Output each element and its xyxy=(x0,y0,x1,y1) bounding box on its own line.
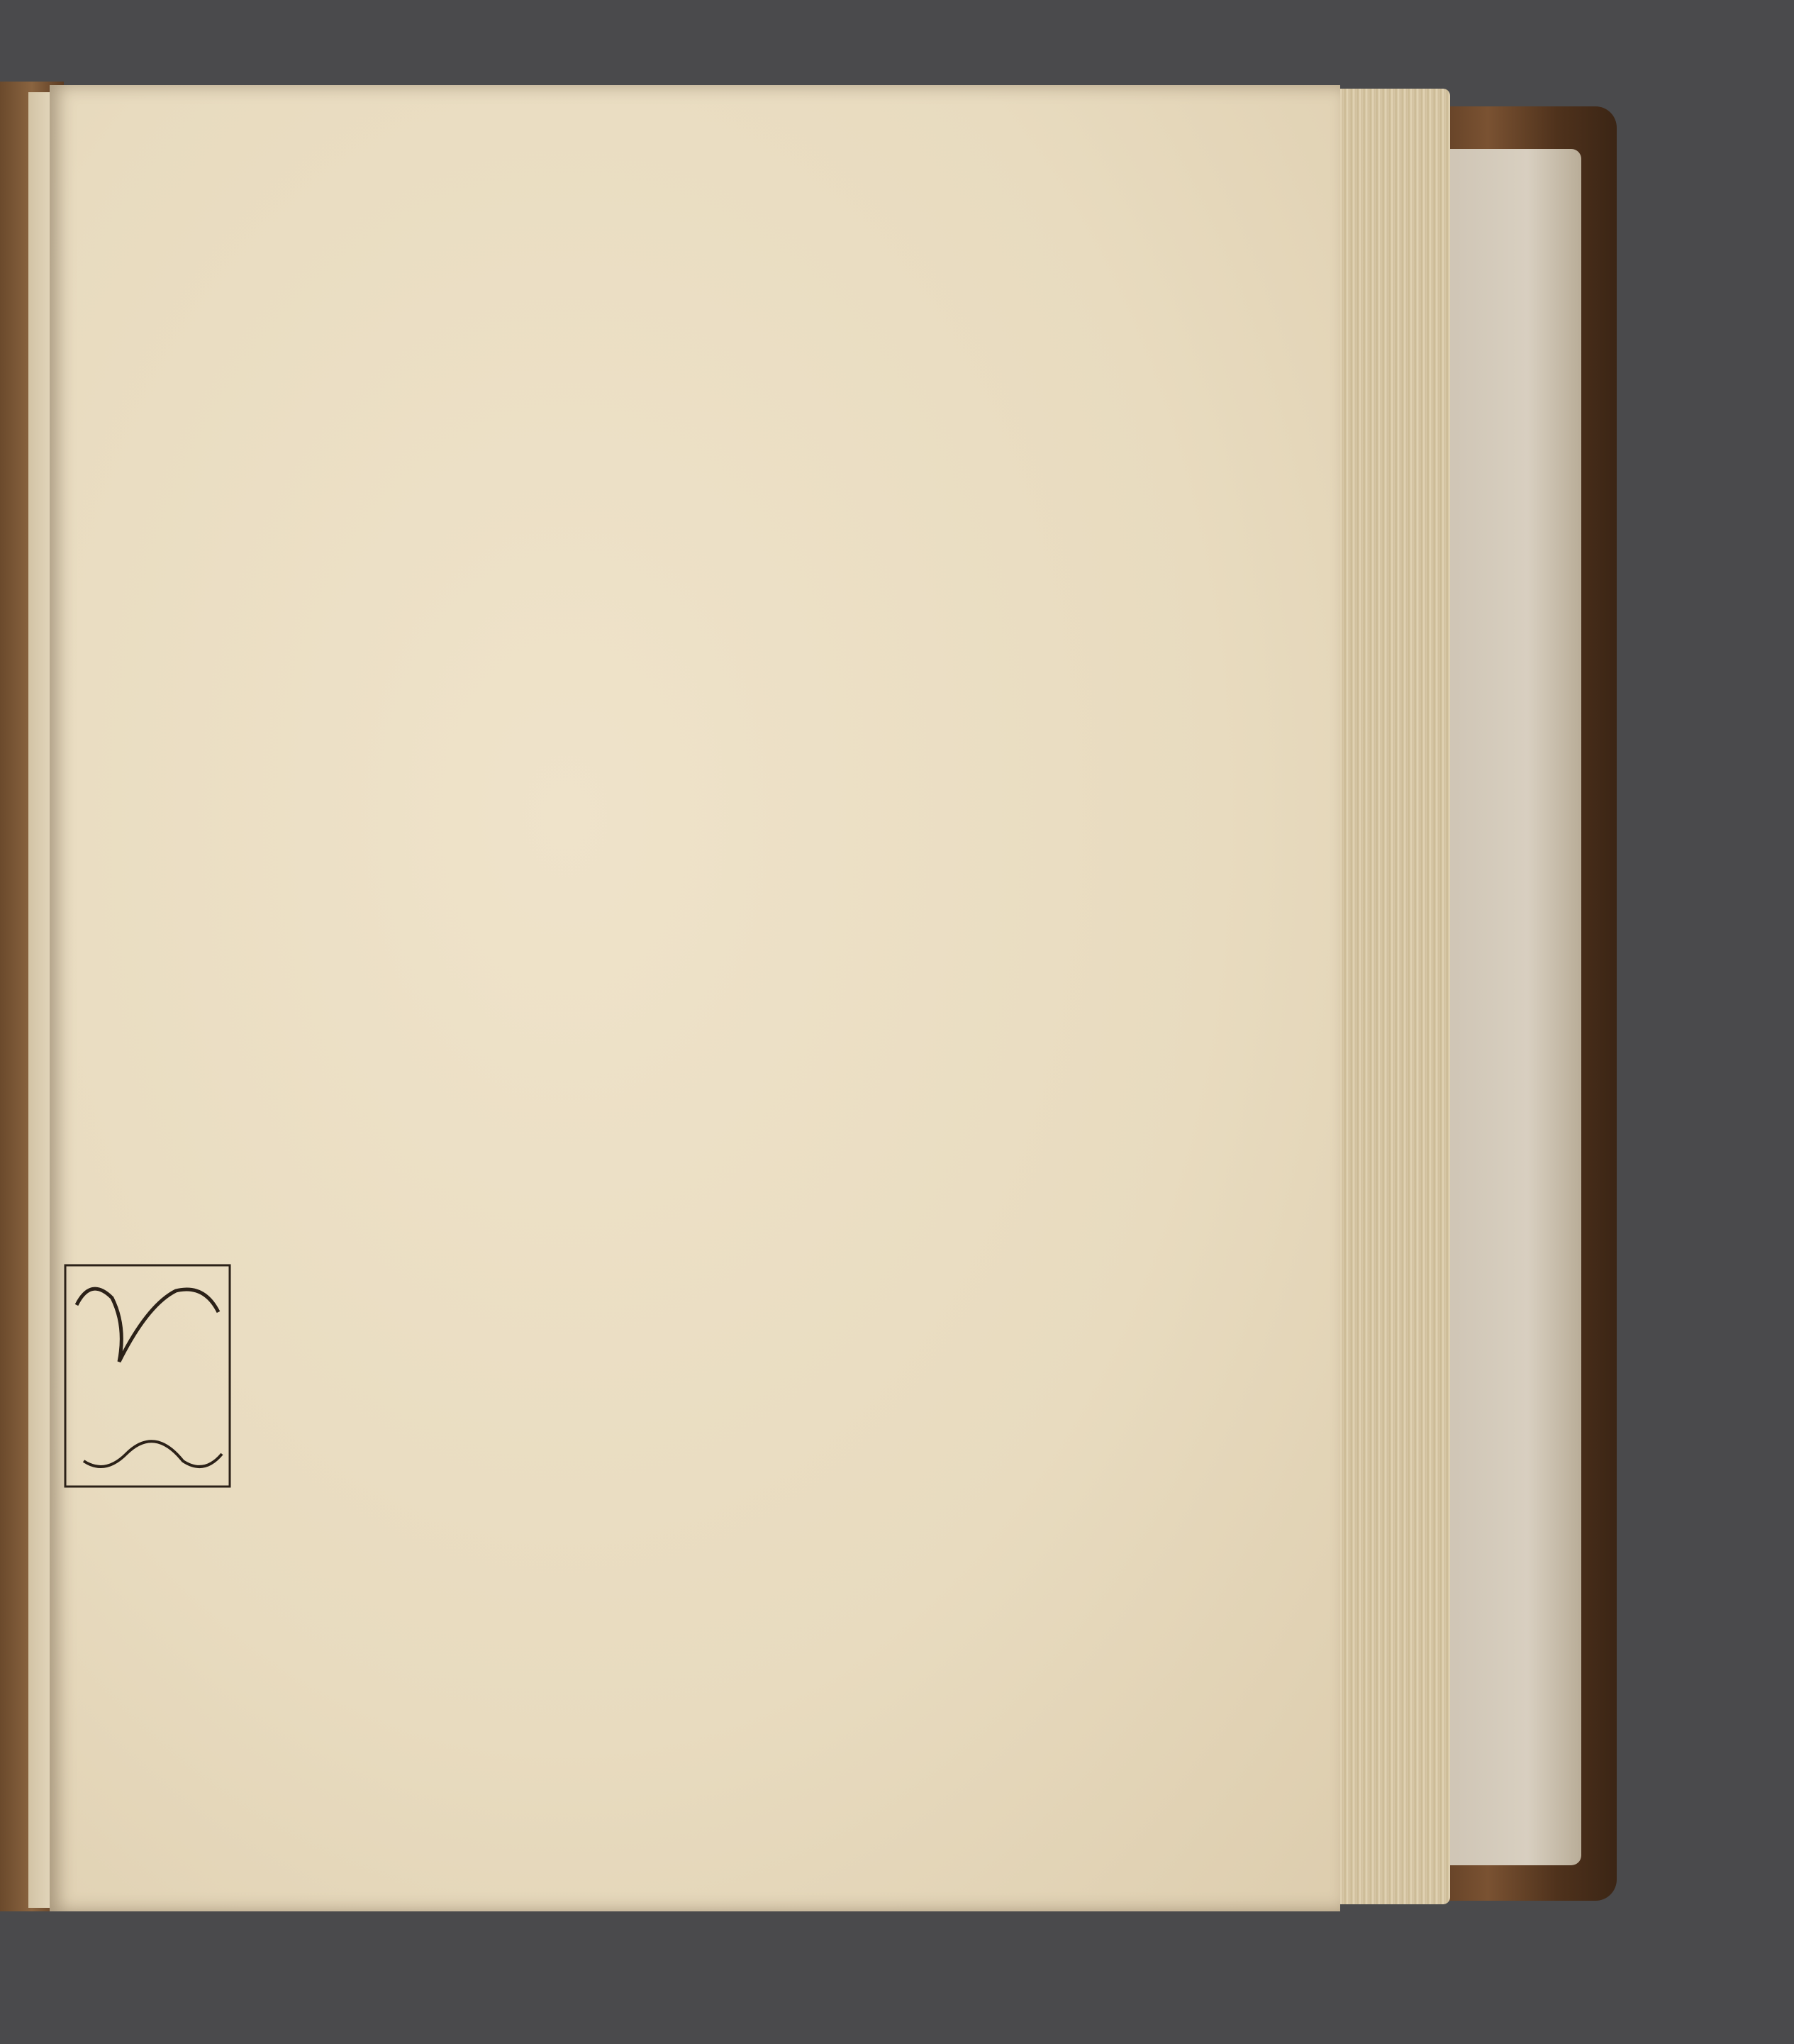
initial-flourish-bottom xyxy=(84,1441,222,1467)
page-edges xyxy=(1337,89,1450,1904)
initial-frame xyxy=(65,1265,230,1487)
decorated-initial xyxy=(62,1262,233,1489)
cover-inner-board xyxy=(1447,149,1581,1865)
ornament-band xyxy=(57,461,1039,660)
initial-flourish xyxy=(77,1289,218,1362)
book-page xyxy=(50,85,1340,1911)
